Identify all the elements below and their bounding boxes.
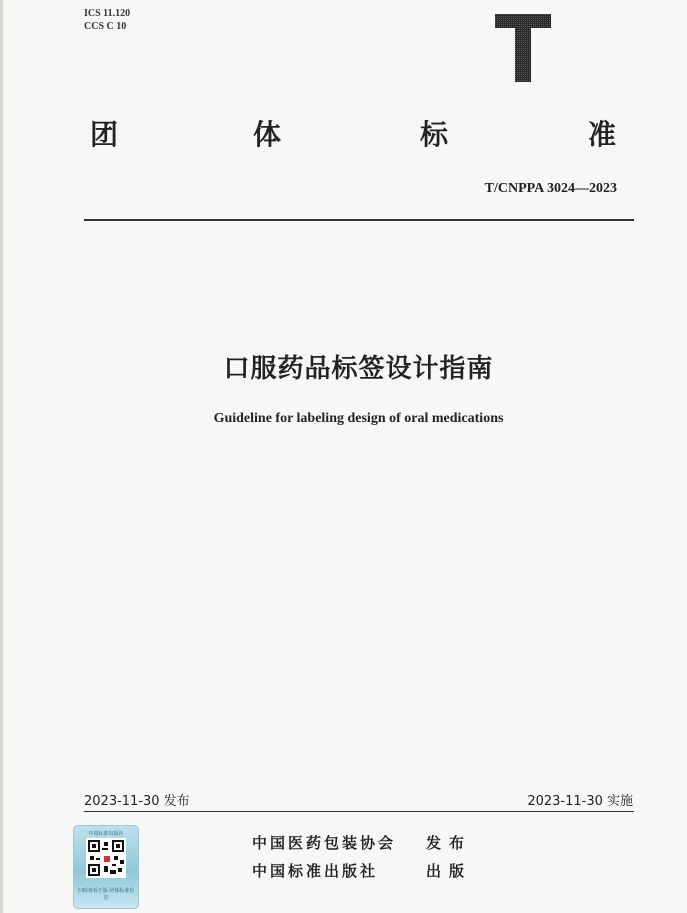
header-divider: [84, 219, 634, 221]
standard-type-char-2: 体: [253, 118, 282, 151]
qr-code-icon: [86, 838, 126, 878]
page-edge: [0, 0, 3, 913]
ccs-code: CCS C 10: [84, 21, 127, 32]
group-standard-t-logo: [495, 14, 551, 82]
standard-number: T/CNPPA 3024—2023: [484, 181, 617, 196]
logo-letter: T: [522, 54, 524, 55]
anti-counterfeit-seal: [73, 825, 139, 909]
implementation-date: 2023-11-30 实施: [527, 794, 633, 809]
publisher-row-1: [252, 832, 472, 853]
publisher-action: 出版: [426, 862, 473, 880]
publisher-row-2: [252, 860, 472, 881]
publisher-action: 发布: [426, 834, 473, 852]
standard-type-char-3: 标: [420, 118, 449, 151]
publish-date: 2023-11-30 发布: [84, 794, 190, 809]
ics-code: ICS 11.120: [84, 8, 131, 19]
seal-title: 中国标准出版社: [88, 831, 124, 837]
publisher-org: 中国医药包装协会: [252, 834, 397, 852]
classification-codes: [84, 7, 130, 33]
document-title-en: Guideline for labeling design of oral medications: [213, 411, 504, 426]
standard-type-char-4: 准: [588, 118, 617, 151]
standard-type-char-1: 团: [90, 118, 119, 151]
footer-divider: [84, 811, 634, 812]
document-title-cn: 口服药品标签设计指南: [223, 354, 494, 384]
publisher-org: 中国标准出版社: [252, 862, 379, 880]
standard-type-heading: [90, 113, 630, 153]
seal-caption: 扫码查看正版 团体标准信息: [77, 888, 135, 901]
